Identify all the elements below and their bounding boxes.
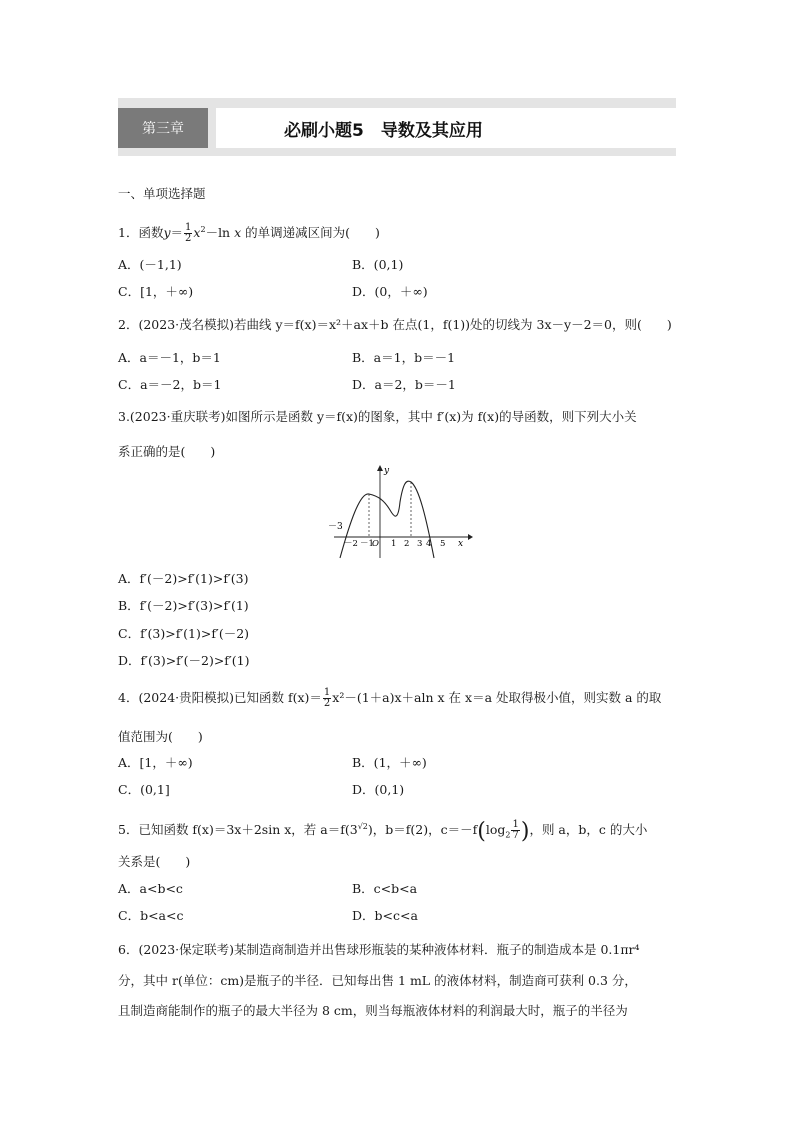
q6-stem-line3: 且制造商能制作的瓶子的最大半径为 8 cm，则当每瓶液体材料的利润最大时，瓶子的半径为 — [118, 1003, 628, 1018]
q2-option-c: C．a＝－2，b＝1 — [118, 377, 222, 392]
q3-option-c: C．f′(3)>f′(1)>f′(－2) — [118, 626, 250, 641]
origin-label: O — [372, 539, 379, 549]
q6-stem-line1: 6．(2023·保定联考)某制造商制造并出售球形瓶装的某种液体材料．瓶子的制造成本是 0.1πr⁴ — [118, 942, 640, 957]
q4-option-d: D．(0,1) — [352, 782, 405, 797]
q1-option-d: D．(0，＋∞) — [352, 284, 428, 299]
q5-option-c: C．b<a<c — [118, 908, 184, 923]
tick-label: 4 — [426, 539, 432, 549]
q1-stem: 1．函数y＝ $\frac{1}{2}$ $x^2-\ln$ x 的单调递减区间为( ) — [118, 222, 380, 245]
tick-label: 1 — [391, 539, 397, 549]
q4-stem-line1: 4．(2024·贵阳模拟)已知函数 f(x)＝ $\frac{1}{2}$ x²－(1＋a)x＋aln x 在 x＝a 处取得极小值，则实数 a 的取 — [118, 687, 662, 709]
q2-stem: 2．(2023·茂名模拟)若曲线 y＝f(x)＝x²＋ax＋b 在点(1，f(1))处的切线为 3x－y－2＝0，则( ) — [118, 317, 672, 332]
tick-label: 3 — [417, 539, 423, 549]
q3-stem-line2: 系正确的是( ) — [118, 444, 216, 459]
x-axis-arrow-icon — [468, 534, 473, 540]
q2-option-b: B．a＝1，b＝－1 — [352, 350, 456, 365]
fraction-one-seventh: $\frac{1}{7}$ — [512, 819, 519, 842]
fraction-one-half: $\frac{1}{2}$ — [323, 687, 331, 709]
q3-option-d: D．f′(3)>f′(－2)>f′(1) — [118, 653, 250, 668]
x-axis-label: x — [458, 539, 464, 549]
y-axis-arrow-icon — [377, 465, 383, 471]
q5-stem-line2: 关系是( ) — [118, 854, 191, 869]
q5-option-b: B．c<b<a — [352, 881, 418, 896]
q2-option-d: D．a＝2，b＝－1 — [352, 377, 456, 392]
q3-option-a: A．f′(－2)>f′(1)>f′(3) — [118, 571, 249, 586]
section-title: 一、单项选择题 — [118, 186, 206, 201]
q5-option-a: A．a<b<c — [118, 881, 183, 896]
q3-stem-line1: 3.(2023·重庆联考)如图所示是函数 y＝f(x)的图象，其中 f′(x)为 f(x)的导函数，则下列大小关 — [118, 409, 637, 424]
fraction-one-half: $\frac{1}{2}$ — [185, 222, 192, 245]
q4-stem-line2: 值范围为( ) — [118, 729, 203, 744]
left-value-label: －3 — [328, 522, 343, 532]
function-graph-figure — [320, 462, 480, 562]
tick-label: 2 — [404, 539, 410, 549]
q4-option-c: C．(0,1] — [118, 782, 170, 797]
q1-option-a: A．(－1,1) — [118, 257, 182, 272]
q4-option-a: A．[1，＋∞) — [118, 755, 193, 770]
page-title: 必刷小题5 导数及其应用 — [284, 120, 483, 141]
tick-label: 5 — [440, 539, 446, 549]
q3-option-b: B．f′(－2)>f′(3)>f′(1) — [118, 598, 249, 613]
q4-option-b: B．(1，＋∞) — [352, 755, 427, 770]
tick-label: －2 — [344, 539, 358, 549]
q5-option-d: D．b<c<a — [352, 908, 418, 923]
q6-stem-line2: 分，其中 r(单位：cm)是瓶子的半径．已知每出售 1 mL 的液体材料，制造商可获利 0.3 分， — [118, 973, 637, 988]
chapter-tab: 第三章 — [118, 108, 208, 148]
y-axis-label: y — [384, 466, 390, 476]
q1-option-c: C．[1，＋∞) — [118, 284, 194, 299]
tick-label: －1 — [360, 539, 374, 549]
q1-option-b: B．(0,1) — [352, 257, 404, 272]
q2-option-a: A．a＝－1，b＝1 — [118, 350, 221, 365]
q5-stem-line1: 5．已知函数 f(x)＝3x＋2sin x，若 $a=f(3^{√2})$，b＝f(2)，$c=-f(\log_2$ $\frac{1}{7}$ )，则 a，b，c 的大小 — [118, 819, 648, 845]
